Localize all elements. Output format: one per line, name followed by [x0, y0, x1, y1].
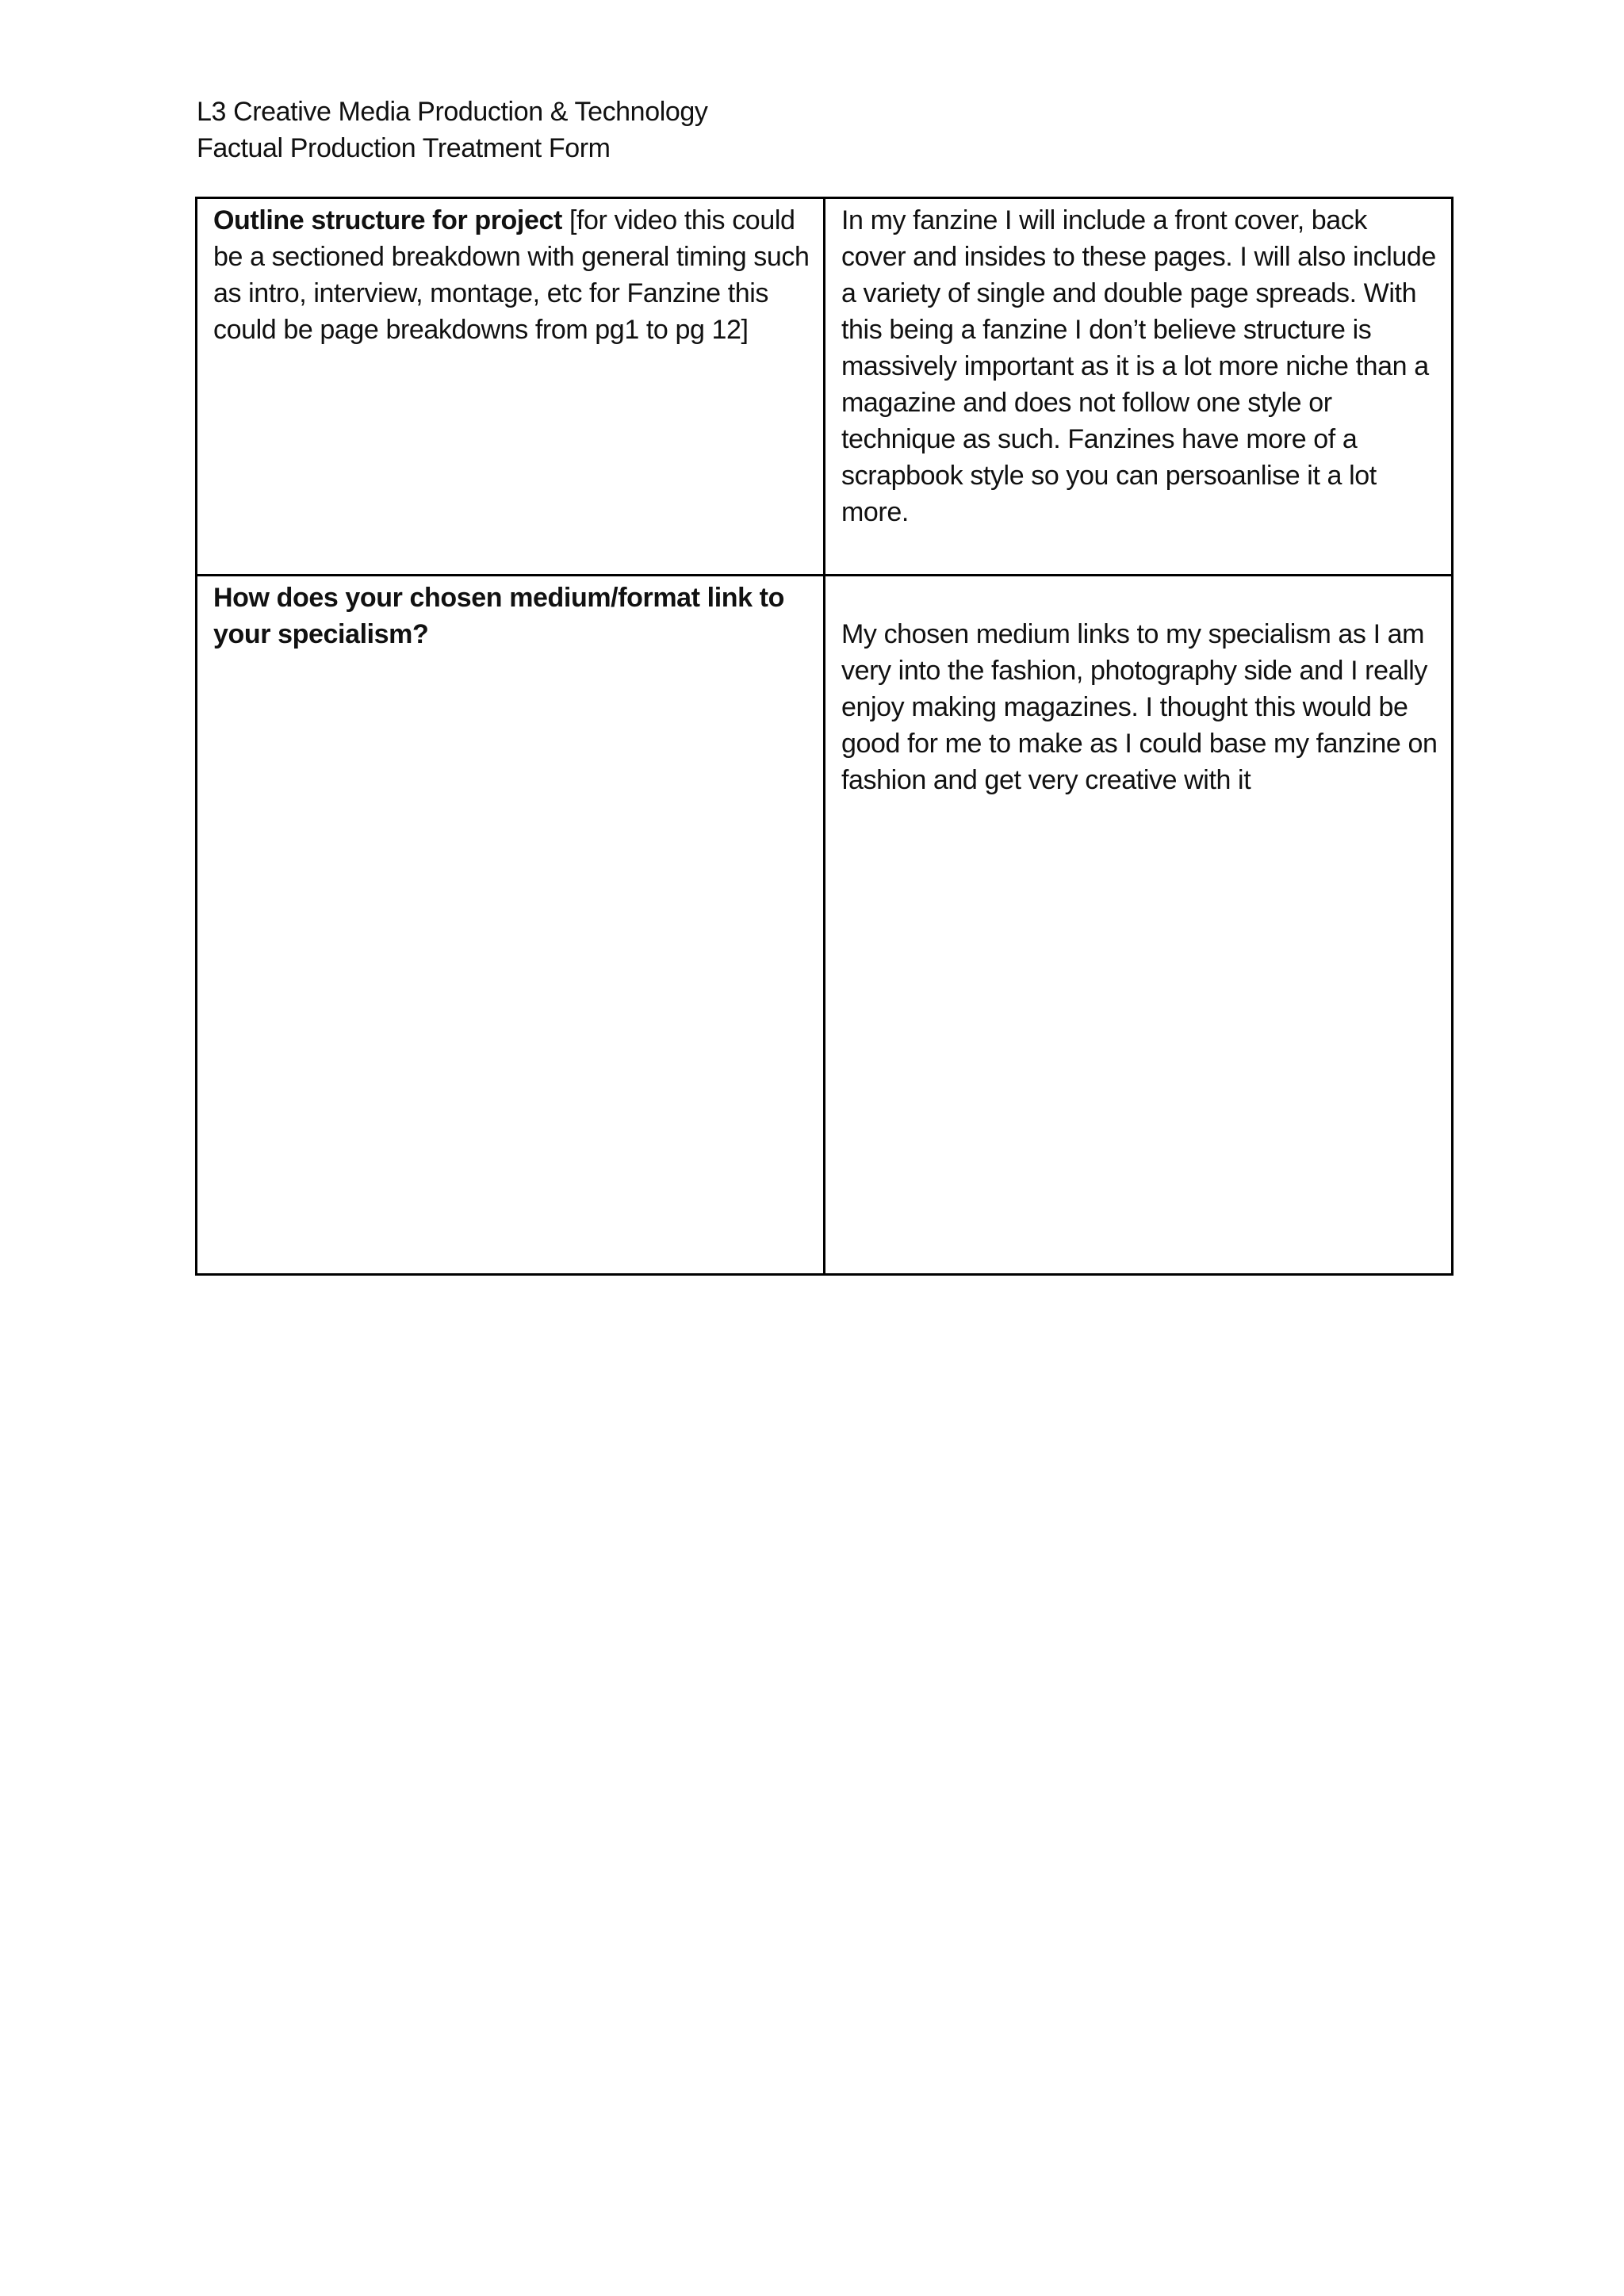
form-title: Factual Production Treatment Form [197, 133, 611, 163]
question-guidance: [for video this could be a sectioned breakdown with general timing such as intro, interview, montage, etc for Fanzine this could be page breakdowns from pg1 to pg 12] [213, 205, 810, 345]
answer-cell-structure [825, 198, 1453, 576]
document-header [197, 94, 707, 166]
question-heading: Outline structure for project [213, 205, 562, 235]
answer-cell-medium [825, 576, 1453, 1275]
question-cell-structure [197, 198, 825, 576]
table-row [197, 198, 1453, 576]
answer-text: In my fanzine I will include a front cover, back cover and insides to these pages. I will also include a variety of single and double page spreads. With this being a fanzine I don’t believe structure is massively important as it is a lot more niche than a magazine and does not follow one style or technique as such. Fanzines have more of a scrapbook style so you can persoanlise it a lot more. [841, 205, 1436, 527]
table-row [197, 576, 1453, 1275]
course-title: L3 Creative Media Production & Technology [197, 97, 708, 127]
answer-text: My chosen medium links to my specialism as I am very into the fashion, photography side and I really enjoy making magazines. I thought this would be good for me to make as I could base my fanzine on fashion and get very creative with it [841, 619, 1438, 795]
question-heading: How does your chosen medium/format link to your specialism? [213, 583, 784, 649]
question-cell-medium [197, 576, 825, 1275]
question-text [197, 199, 823, 348]
treatment-form-table [195, 197, 1454, 1276]
